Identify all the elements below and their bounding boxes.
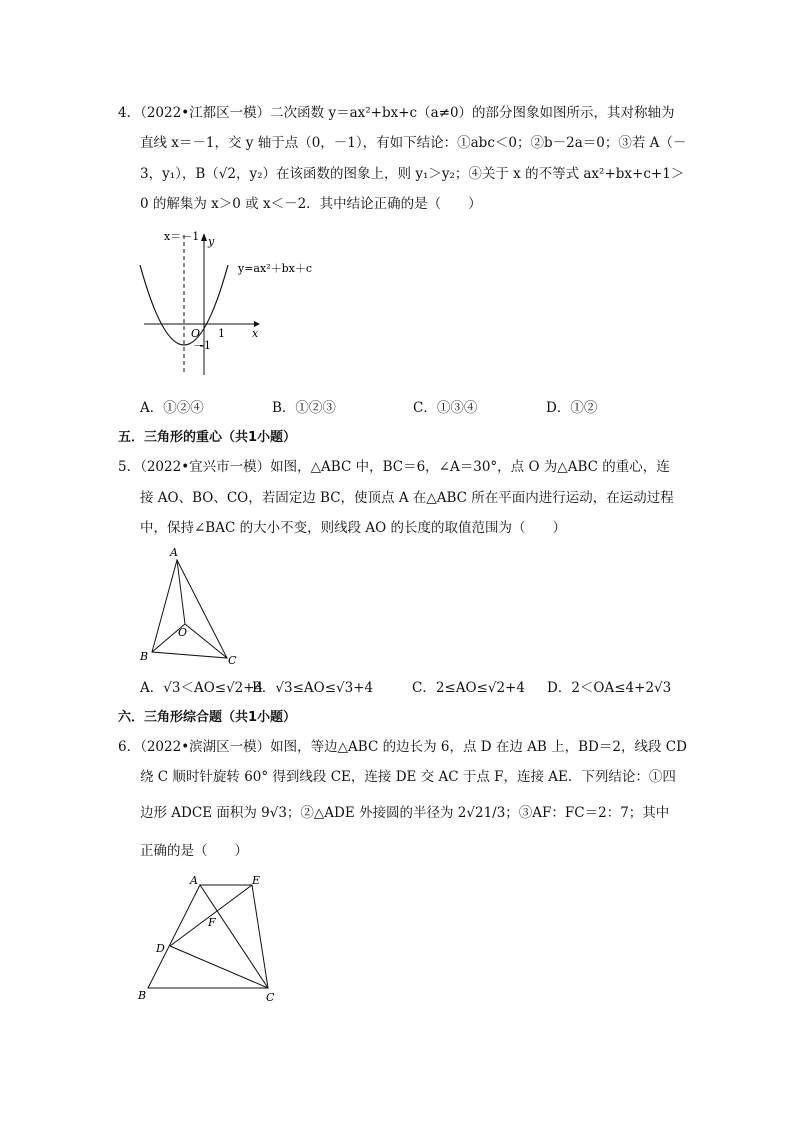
section-6-heading: 六．三角形综合题（共1小题） [118, 710, 297, 725]
axis-line-label: x＝－1 [164, 230, 200, 243]
y-axis-arrow [201, 233, 207, 241]
q5-option-b: B．√3≤AO≤√3+4 [252, 680, 374, 696]
segment-co [185, 624, 227, 658]
point-a-label: A [190, 874, 198, 887]
point-e-label: E [252, 874, 261, 887]
q5-option-a: A．√3＜AO≤√2+4 [140, 680, 264, 696]
q4-line-2: 直线 x＝－1，交 y 轴于点（0，－1），有如下结论：①abc＜0；②b－2a＝0；③若 A（－ [140, 135, 687, 151]
neg-one-label: －1 [193, 339, 211, 352]
point-f-label: F [208, 916, 216, 929]
q6-line-2: 绕 C 顺时针旋转 60° 得到线段 CE，连接 DE 交 AC 于点 F，连接 AE．下列结论：①四 [140, 769, 676, 785]
q5-option-d: D．2＜OA≤4+2√3 [547, 680, 672, 696]
q5-triangle-figure [130, 540, 250, 670]
origin-label: O [191, 327, 201, 340]
point-b-label: B [138, 989, 147, 1002]
triangle-abc [148, 885, 268, 988]
q4-option-d: D．①② [546, 400, 598, 416]
q6-line-4: 正确的是（ ） [140, 843, 248, 859]
x-label: x [252, 327, 259, 340]
vertex-b-label: B [140, 650, 149, 663]
triangle-abc [152, 560, 227, 658]
vertex-a-label: A [170, 546, 178, 559]
q4-line-3: 3，y₁），B（√2，y₂）在该函数的图象上，则 y₁＞y₂；④关于 x 的不等式 ax²+bx+c+1＞ [140, 166, 685, 182]
curve-label: y=ax²＋bx＋c [238, 262, 313, 275]
point-d-label: D [156, 942, 165, 955]
q6-geometry-figure [130, 870, 300, 1010]
q4-option-a: A．①②④ [140, 400, 204, 416]
segment-dc [170, 946, 268, 988]
one-label: 1 [218, 327, 225, 340]
q5-option-c: C．2≤AO≤√2+4 [412, 680, 525, 696]
q6-line-1: 6．（2022•滨湖区一模）如图，等边△ABC 的边长为 6，点 D 在边 AB 上，BD＝2，线段 CD [118, 739, 687, 755]
q4-line-1: 4．（2022•江都区一模）二次函数 y＝ax²+bx+c（a≠0）的部分图象如图所示，其对称轴为 [118, 105, 675, 121]
q4-parabola-figure [130, 225, 370, 385]
centroid-o-label: O [178, 626, 188, 639]
q5-line-1: 5．（2022•宜兴市一模）如图，△ABC 中，BC＝6，∠A＝30°，点 O 为△ABC 的重心，连 [118, 459, 670, 475]
q6-line-3: 边形 ADCE 面积为 9√3；②△ADE 外接圆的半径为 2√21/3；③AF：FC＝2：7；其中 [140, 805, 670, 821]
q5-line-2: 接 AO、BO、CO，若固定边 BC，使顶点 A 在△ABC 所在平面内进行运动，在运动过程 [140, 490, 674, 506]
vertex-c-label: C [228, 654, 237, 667]
q4-option-c: C．①③④ [413, 400, 478, 416]
q4-line-4: 0 的解集为 x＞0 或 x＜－2．其中结论正确的是（ ） [140, 196, 482, 212]
y-label: y [208, 235, 215, 248]
section-5-heading: 五．三角形的重心（共1小题） [118, 430, 297, 445]
q5-line-3: 中，保持∠BAC 的大小不变，则线段 AO 的长度的取值范围为（ ） [140, 520, 567, 536]
q4-option-b: B．①②③ [272, 400, 336, 416]
segment-ec [252, 885, 268, 988]
point-c-label: C [266, 991, 275, 1004]
segment-ao [177, 560, 185, 624]
